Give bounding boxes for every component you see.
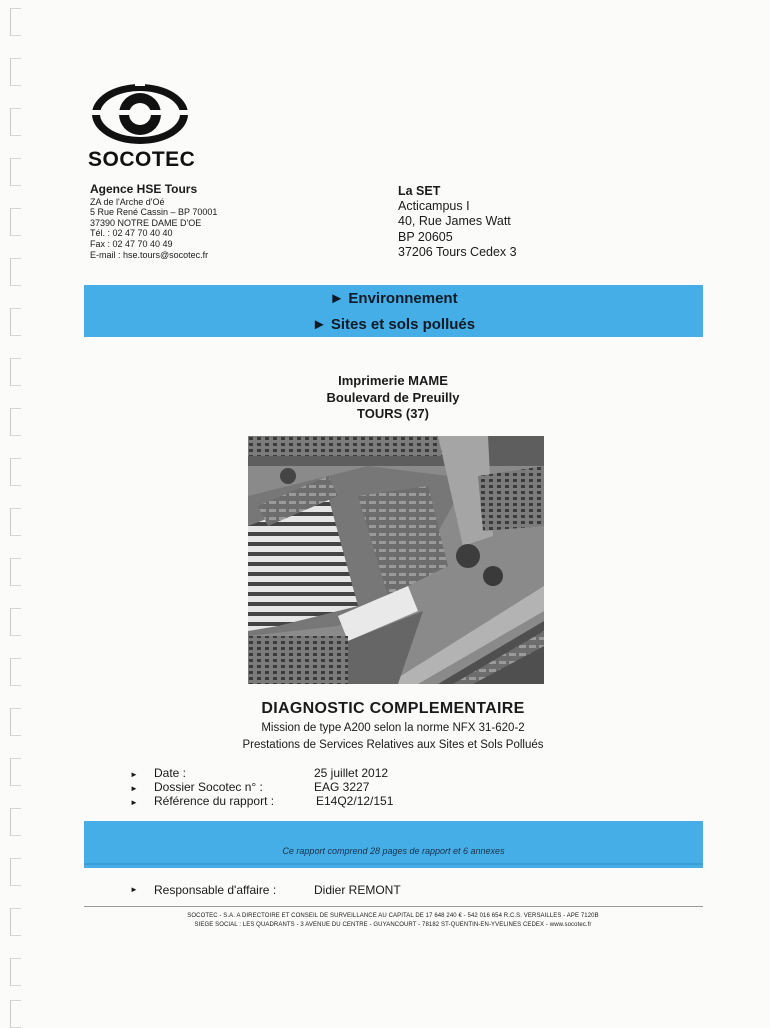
- pages-banner: [84, 821, 703, 868]
- fact-value: 25 juillet 2012: [314, 766, 389, 780]
- footer-line: SOCOTEC - S.A. A DIRECTOIRE ET CONSEIL DE SURVEILLANCE AU CAPITAL DE 17 648 240 € - 542 016 654 R.C.S. VERSAILLES - APE 7120B: [187, 913, 599, 919]
- agency-address: [90, 184, 217, 260]
- fact-value: EAG 3227: [314, 780, 370, 794]
- agency-line: 5 Rue René Cassin – BP 70001: [90, 207, 218, 218]
- agency-line: ZA de l'Arche d'Oé: [90, 196, 165, 207]
- mission-block: [0, 720, 770, 754]
- fact-label: Référence du rapport :: [154, 794, 275, 808]
- site-name: Imprimerie MAME: [338, 373, 448, 388]
- banner-sites-sols: ► Sites et sols pollués: [311, 316, 476, 333]
- client-name: La SET: [398, 184, 441, 198]
- footer-line: SIEGE SOCIAL : LES QUADRANTS - 3 AVENUE DU CENTRE - GUYANCOURT - 78182 ST-QUENTIN-EN-YVELINES CEDEX - www.socotec.fr: [194, 922, 592, 928]
- agency-phone: Tél. : 02 47 70 40 40: [90, 228, 173, 239]
- mission-type: Mission de type A200 selon la norme NFX 31-620-2: [261, 722, 525, 734]
- agency-line: 37390 NOTRE DAME D'OE: [90, 217, 202, 228]
- logo-wordmark: SOCOTEC: [88, 148, 196, 171]
- client-line: Acticampus I: [398, 199, 470, 214]
- client-address: [398, 184, 517, 260]
- pages-note: Ce rapport comprend 28 pages de rapport et 6 annexes: [282, 846, 505, 856]
- fact-value: E14Q2/12/151: [316, 794, 394, 808]
- agency-email: E-mail : hse.tours@socotec.fr: [90, 249, 209, 260]
- fact-label: Dossier Socotec n° :: [154, 780, 263, 794]
- banner-environnement: ► Environnement: [329, 290, 458, 307]
- report-title: DIAGNOSTIC COMPLEMENTAIRE: [261, 700, 525, 717]
- fact-label: Date :: [154, 766, 187, 780]
- legal-footer: [0, 912, 770, 930]
- agency-name: Agence HSE Tours: [90, 182, 198, 196]
- binding-edge: [6, 0, 32, 1024]
- bullet-icon: ►: [130, 784, 138, 793]
- client-line: 40, Rue James Watt: [398, 214, 511, 229]
- responsable-value: Didier REMONT: [314, 883, 401, 897]
- site-city: TOURS (37): [357, 406, 429, 421]
- footer-divider: [84, 906, 703, 907]
- eye-logo-icon: [88, 78, 192, 148]
- aerial-photo-icon: [248, 436, 544, 684]
- client-line: 37206 Tours Cedex 3: [398, 244, 517, 259]
- site-street: Boulevard de Preuilly: [326, 389, 460, 405]
- bullet-icon: ►: [130, 770, 138, 779]
- client-line: BP 20605: [398, 229, 453, 244]
- agency-fax: Fax : 02 47 70 40 49: [90, 238, 173, 249]
- mission-scope: Prestations de Services Relatives aux Sites et Sols Pollués: [242, 739, 544, 751]
- domain-banner: [84, 285, 703, 337]
- divider: [84, 863, 703, 865]
- bullet-icon: ►: [130, 885, 138, 894]
- responsable-label: Responsable d'affaire :: [154, 883, 277, 897]
- bullet-icon: ►: [130, 798, 138, 807]
- site-block: [0, 373, 770, 423]
